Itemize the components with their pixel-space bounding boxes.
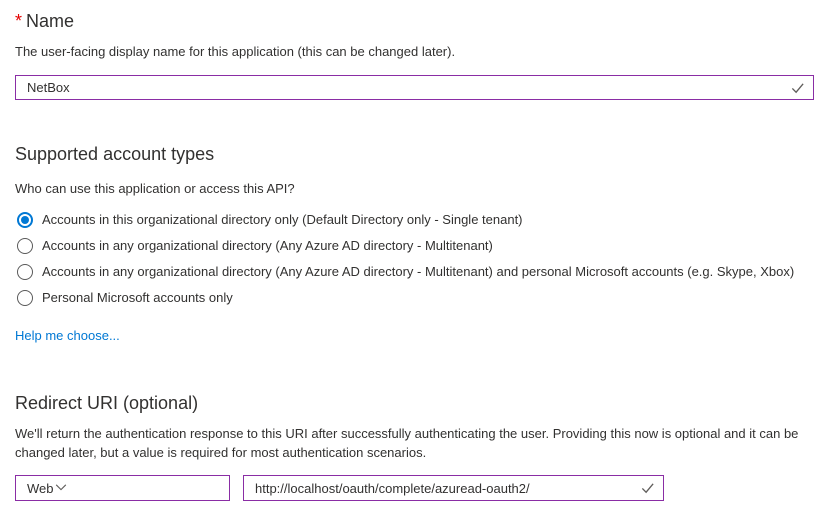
radio-button-icon [17,290,33,306]
radio-option-single-tenant[interactable] [15,207,814,233]
radio-button-icon [17,238,33,254]
redirect-uri-row [15,475,814,501]
name-field-container [15,75,814,100]
account-types-question: Who can use this application or access this API? [15,181,295,196]
radio-option-label: Personal Microsoft accounts only [42,290,233,305]
radio-option-label: Accounts in any organizational directory (Any Azure AD directory - Multitenant) [42,238,493,253]
checkmark-icon [790,80,805,95]
account-types-radio-group [15,207,814,311]
radio-button-icon [17,212,33,228]
name-description: The user-facing display name for this application (this can be changed later). [15,44,456,59]
redirect-uri-field-container [243,475,664,501]
radio-option-multitenant[interactable] [15,233,814,259]
radio-option-multitenant-personal[interactable] [15,259,814,285]
name-input[interactable] [27,80,785,95]
redirect-uri-description: We'll return the authentication response to this URI after successfully authenticating the user. Providing this now is optional and it can be changed later, but a value is required for most authentication scenarios. [15,426,799,460]
required-asterisk: * [15,11,23,31]
redirect-uri-title: Redirect URI (optional) [15,393,199,413]
name-section-title [15,10,814,32]
chevron-down-icon [54,480,68,497]
radio-option-personal-only[interactable] [15,285,814,311]
platform-select[interactable] [15,475,230,501]
radio-button-icon [17,264,33,280]
redirect-uri-input[interactable] [255,481,635,496]
radio-option-label: Accounts in this organizational directory only (Default Directory only - Single tenant) [42,212,523,227]
platform-select-value: Web [27,480,54,496]
help-me-choose-link[interactable]: Help me choose... [15,328,120,343]
name-title-text: Name [26,11,75,31]
radio-option-label: Accounts in any organizational directory (Any Azure AD directory - Multitenant) and personal Microsoft accounts (e.g. Skype, Xbox) [42,264,795,279]
supported-account-types-title: Supported account types [15,144,215,164]
checkmark-icon [640,481,655,496]
